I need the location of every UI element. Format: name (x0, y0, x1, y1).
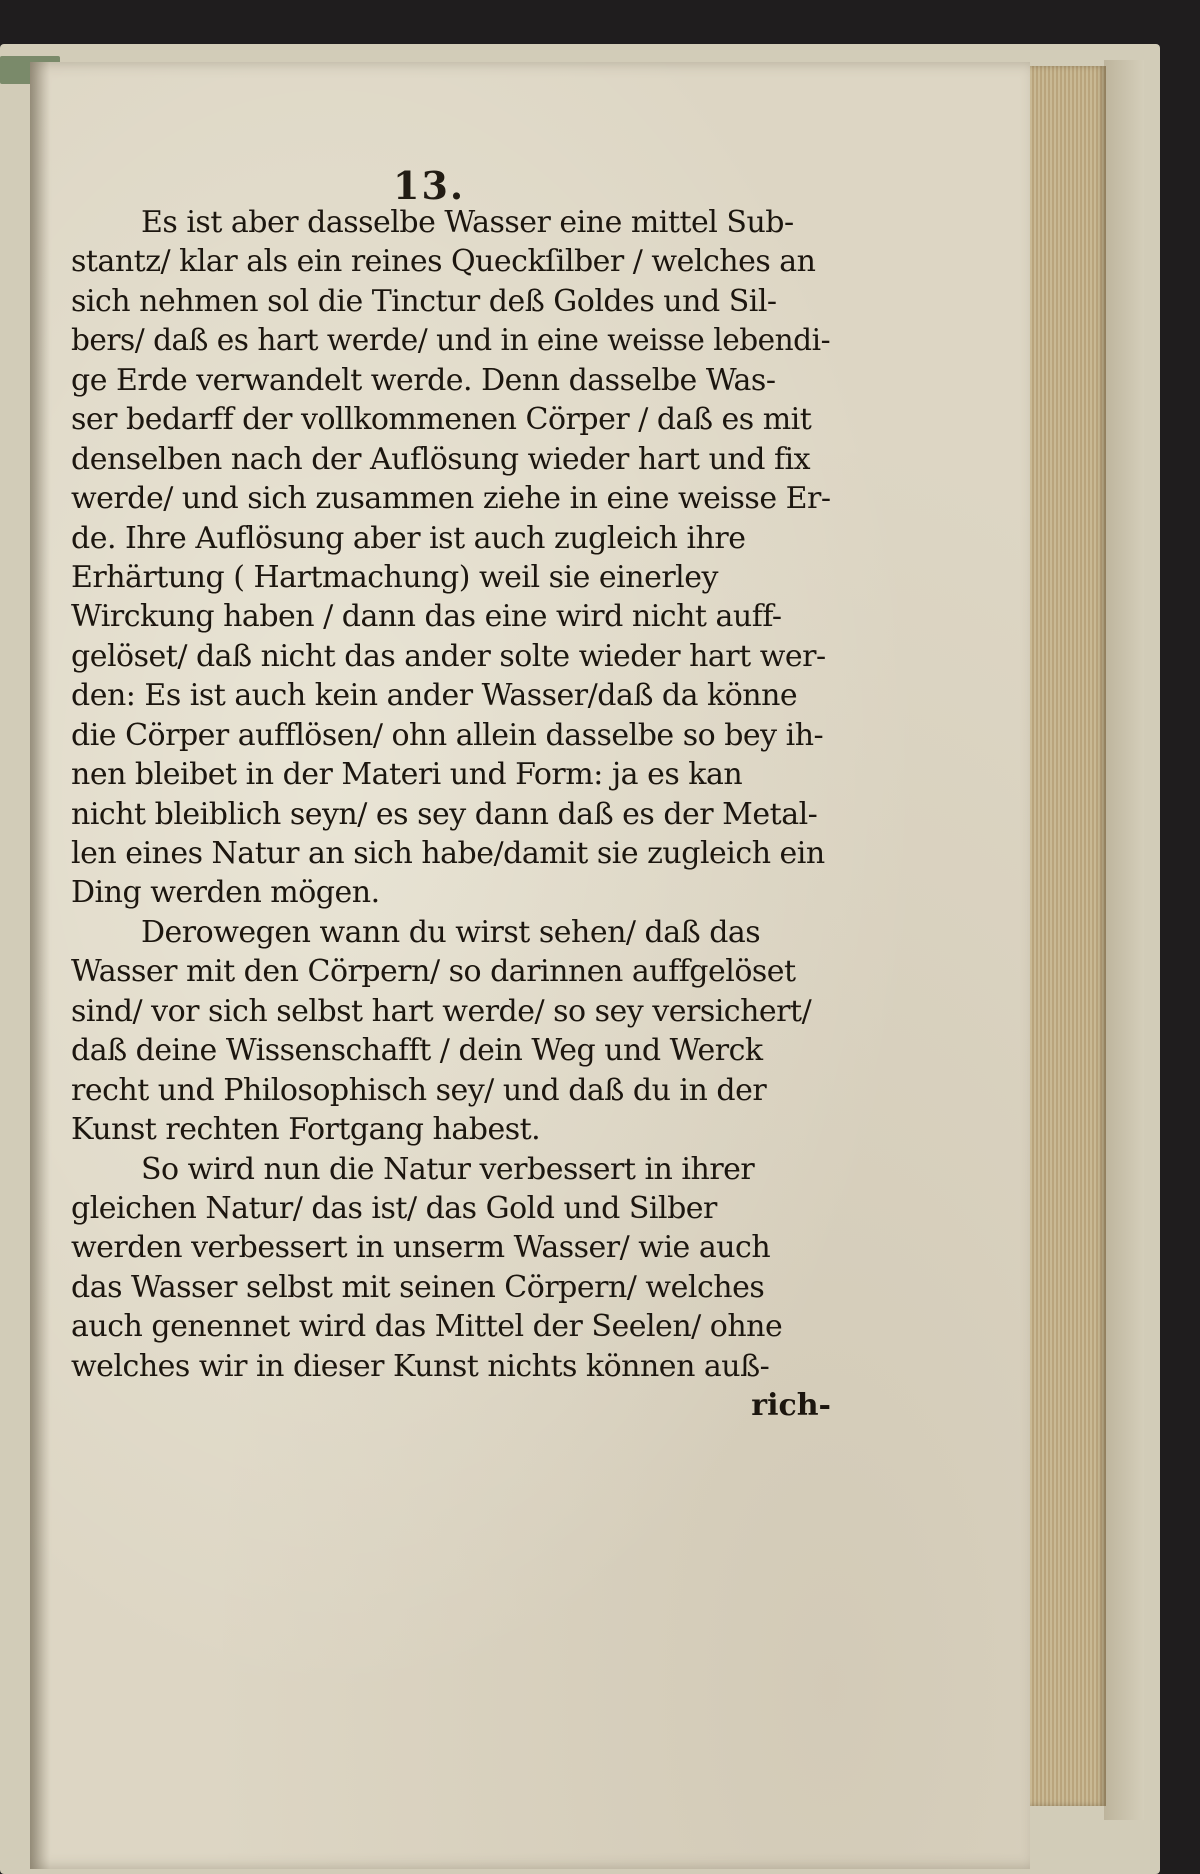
text-line: Ding werden mögen. (71, 875, 380, 911)
text-line: auch genennet wird das Mittel der Seelen/ ohne (71, 1309, 783, 1345)
text-line: Es ist aber dasselbe Wasser eine mittel Sub- (141, 205, 794, 240)
text-line: Wirckung haben / dann das eine wird nicht auff- (71, 599, 782, 635)
text-line: das Wasser selbst mit seinen Cörpern/ welches (71, 1269, 765, 1305)
text-line: sind/ vor sich selbst hart werde/ so sey versichert/ (71, 993, 812, 1029)
text-line: daß deine Wissenschafft / dein Weg und Werck (71, 1033, 763, 1069)
text-line: gleichen Natur/ das ist/ das Gold und Silber (71, 1190, 717, 1226)
text-line: ge Erde verwandelt werde. Denn dasselbe Was- (71, 362, 776, 398)
text-line: sich nehmen sol die Tinctur deß Goldes und Sil- (71, 283, 777, 319)
page-text (71, 203, 831, 1426)
text-line: len eines Natur an sich habe/damit sie zugleich ein (71, 836, 825, 871)
text-line: stantz/ klar als ein reines Queckſilber / welches an (71, 244, 816, 280)
text-line: de. Ihre Auflösung aber ist auch zugleich ihre (71, 520, 746, 556)
text-line: werde/ und sich zusammen ziehe in eine weisse Er- (71, 481, 831, 517)
text-line: nen bleibet in der Materi und Form: ja es kan (71, 757, 743, 793)
page-number: 13. (393, 163, 466, 208)
text-line: Kunst rechten Fortgang habest. (71, 1112, 541, 1148)
catchword: rich- (751, 1388, 831, 1424)
page-gutter (30, 62, 50, 1869)
text-line: recht und Philosophisch sey/ und daß du in der (71, 1072, 767, 1108)
text-line: denselben nach der Auflösung wieder hart und fix (71, 441, 811, 477)
text-line: bers/ daß es hart werde/ und in eine weisse lebendi- (71, 323, 831, 358)
text-line: So wird nun die Natur verbessert in ihrer (141, 1151, 755, 1187)
text-line: Derowegen wann du wirst sehen/ daß das (141, 914, 761, 950)
text-line: die Cörper aufflösen/ ohn allein dasselbe so bey ih- (71, 717, 824, 753)
text-line: gelöset/ daß nicht das ander solte wieder hart wer- (71, 638, 826, 674)
text-line: Wasser mit den Cörpern/ so darinnen auffgelöset (71, 954, 796, 990)
page-edges-shadow (1104, 60, 1144, 1820)
text-line: werden verbessert in unserm Wasser/ wie auch (71, 1230, 771, 1266)
text-line: Erhärtung ( Hartmachung) weil sie einerley (71, 559, 718, 595)
text-line: den: Es ist auch kein ander Wasser/daß da könne (71, 678, 798, 714)
text-line: welches wir in dieser Kunst nichts können auß- (71, 1348, 770, 1384)
text-line: ser bedarff der vollkommenen Cörper / daß es mit (71, 402, 812, 438)
text-line: nicht bleiblich seyn/ es sey dann daß es der Metal- (71, 796, 818, 832)
